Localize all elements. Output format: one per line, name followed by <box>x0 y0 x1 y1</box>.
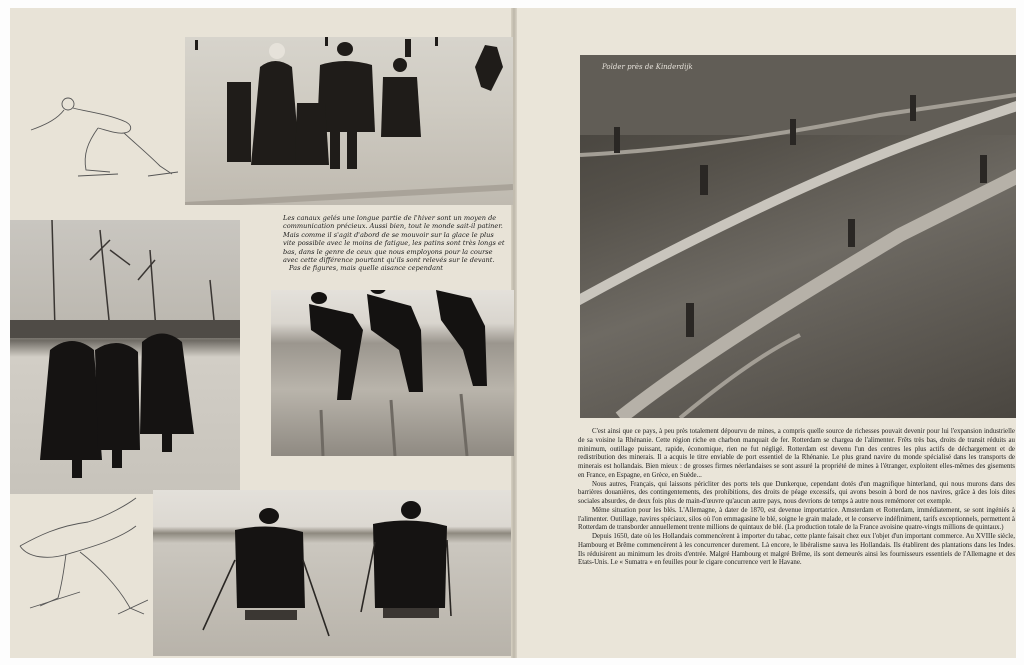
skaters-group-photo <box>185 37 513 205</box>
skater-sketch-icon <box>28 92 178 180</box>
caption-paragraph-2: Pas de figures, mais quelle aisance cependant <box>289 264 443 273</box>
men-skating-photo <box>271 290 514 456</box>
photo-caption <box>283 214 505 273</box>
polder-aerial-photo <box>580 55 1016 418</box>
aerial-photo-label: Polder près de Kinderdijk <box>602 63 693 71</box>
women-skaters-photo <box>10 220 240 494</box>
caption-paragraph-1: Les canaux gelés une longue partie de l'hiver sont un moyen de communication précieux. Aussi bien, tout le monde sait-il patiner. Mais comme il s'agit d'abord de se mouvoir sur la glace le plus vite possible avec le moins de fatigue, les patins sont très longs et bas, dans le genre de ceux que nous employons pour la course avec cette différence pourtant qu'ils sont relevés sur le devant. <box>283 214 505 265</box>
skater-legs-sketch-icon <box>18 496 148 616</box>
body-paragraph-1: C'est ainsi que ce pays, à peu près totalement dépourvu de mines, a compris quelle source de richesses pouvait devenir pour lui l'expansion industrielle de sa voisine la Rhénanie. Cette région riche en charbon manquait de fer. Rotterdam se chargea de l'alimenter. Frêts très bas, droits de transit réduits au minimum, outillage puissant, rapide, économique, rien ne fut négligé. Rotterdam est devenu l'un des centres les plus actifs de déchargement et de redistribution des minerais. Il a acquis le titre enviable de port essentiel de la Rhénanie. Le plus grand navire du monde spécialisé dans les transports de minerais est hollandais. Bien mieux : de grosses firmes néerlandaises se sont assuré la propriété de mines à l'étranger, exploitent elles-mêmes des gisements en France, en Espagne, en Grèce, en Suède... <box>578 428 1015 479</box>
body-paragraph-2: Nous autres, Français, qui laissons péricliter des ports tels que Dunkerque, cependant dotés d'un magnifique hinterland, qui nous murons dans des barrières douanières, des contingentements, des prohibitions, des droits de péage excessifs, qui avons besoin à bord de nos navires, grâce à des lois dites sociales absurdes, de deux fois plus de main-d'œuvre qu'aucun autre pays, nous devrions de temps à autre nous remémorer cet exemple. <box>578 480 1015 505</box>
body-paragraph-3: Même situation pour les blés. L'Allemagne, à dater de 1870, est devenue importatrice. Amsterdam et Rotterdam, immédiatement, se sont ingéniés à l'alimenter. Outillage, navires spéciaux, silos où l'on emmagasine le blé, soigne le grain malade, et le conserve indéfiniment, tarifs exceptionnels, permettent à Rotterdam de transborder annuellement trente millions de quintaux de blé. (La production totale de la France avoisine quatre-vingts millions de quintaux.) <box>578 506 1015 532</box>
body-paragraph-4: Depuis 1650, date où les Hollandais commencèrent à importer du tabac, cette plante faisait chez eux l'objet d'un important commerce. Au XVIIIe siècle, Hambourg et Brême commencèrent à les concurrencer durement. Là encore, le libéralisme sauva les Hollandais. Ils établirent des plantations dans les Indes. Ils réduisirent au minimum les droits d'entrée. Malgré Hambourg et malgré Brême, ils sont demeurés ainsi les fournisseurs essentiels de l'Allemagne et des Etats-Unis. Le « Sumatra » en feuilles pour le cigare concurrence vert le Havane. <box>578 533 1015 567</box>
article-body <box>578 428 1015 568</box>
sled-skaters-photo <box>153 490 511 656</box>
